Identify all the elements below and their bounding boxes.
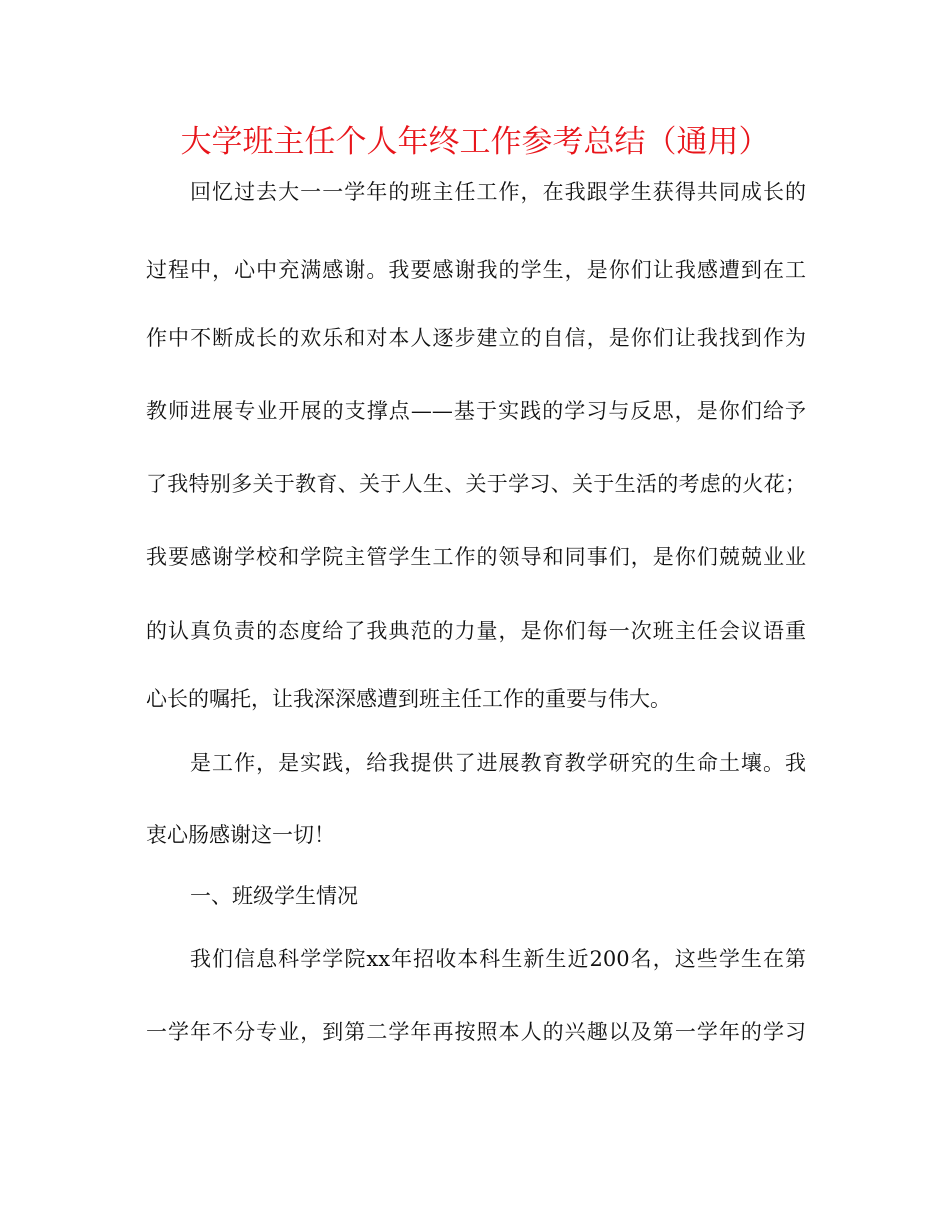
paragraph-line-4: 教师进展专业开展的支撑点——基于实践的学习与反思，是你们给予 xyxy=(146,399,806,423)
paragraph-line-12: 我们信息科学学院xx年招收本科生新生近200名，这些学生在第 xyxy=(190,947,806,971)
paragraph-line-2: 过程中，心中充满感谢。我要感谢我的学生，是你们让我感遭到在工 xyxy=(146,258,806,282)
section-heading: 一、班级学生情况 xyxy=(190,884,358,908)
paragraph-line-5: 了我特别多关于教育、关于人生、关于学习、关于生活的考虑的火花； xyxy=(146,472,806,496)
paragraph-line-9: 是工作，是实践，给我提供了进展教育教学研究的生命土壤。我 xyxy=(190,751,806,775)
paragraph-line-3: 作中不断成长的欢乐和对本人逐步建立的自信，是你们让我找到作为 xyxy=(146,326,806,350)
paragraph-line-10: 衷心肠感谢这一切！ xyxy=(146,823,335,847)
paragraph-line-13: 一学年不分专业，到第二学年再按照本人的兴趣以及第一学年的学习 xyxy=(146,1020,806,1044)
paragraph-line-7: 的认真负责的态度给了我典范的力量，是你们每一次班主任会议语重 xyxy=(146,619,806,643)
paragraph-line-6: 我要感谢学校和学院主管学生工作的领导和同事们，是你们兢兢业业 xyxy=(146,545,806,569)
document-title: 大学班主任个人年终工作参考总结（通用） xyxy=(180,124,770,160)
paragraph-line-1: 回忆过去大一一学年的班主任工作，在我跟学生获得共同成长的 xyxy=(190,180,806,204)
paragraph-line-8: 心长的嘱托，让我深深感遭到班主任工作的重要与伟大。 xyxy=(146,687,671,711)
